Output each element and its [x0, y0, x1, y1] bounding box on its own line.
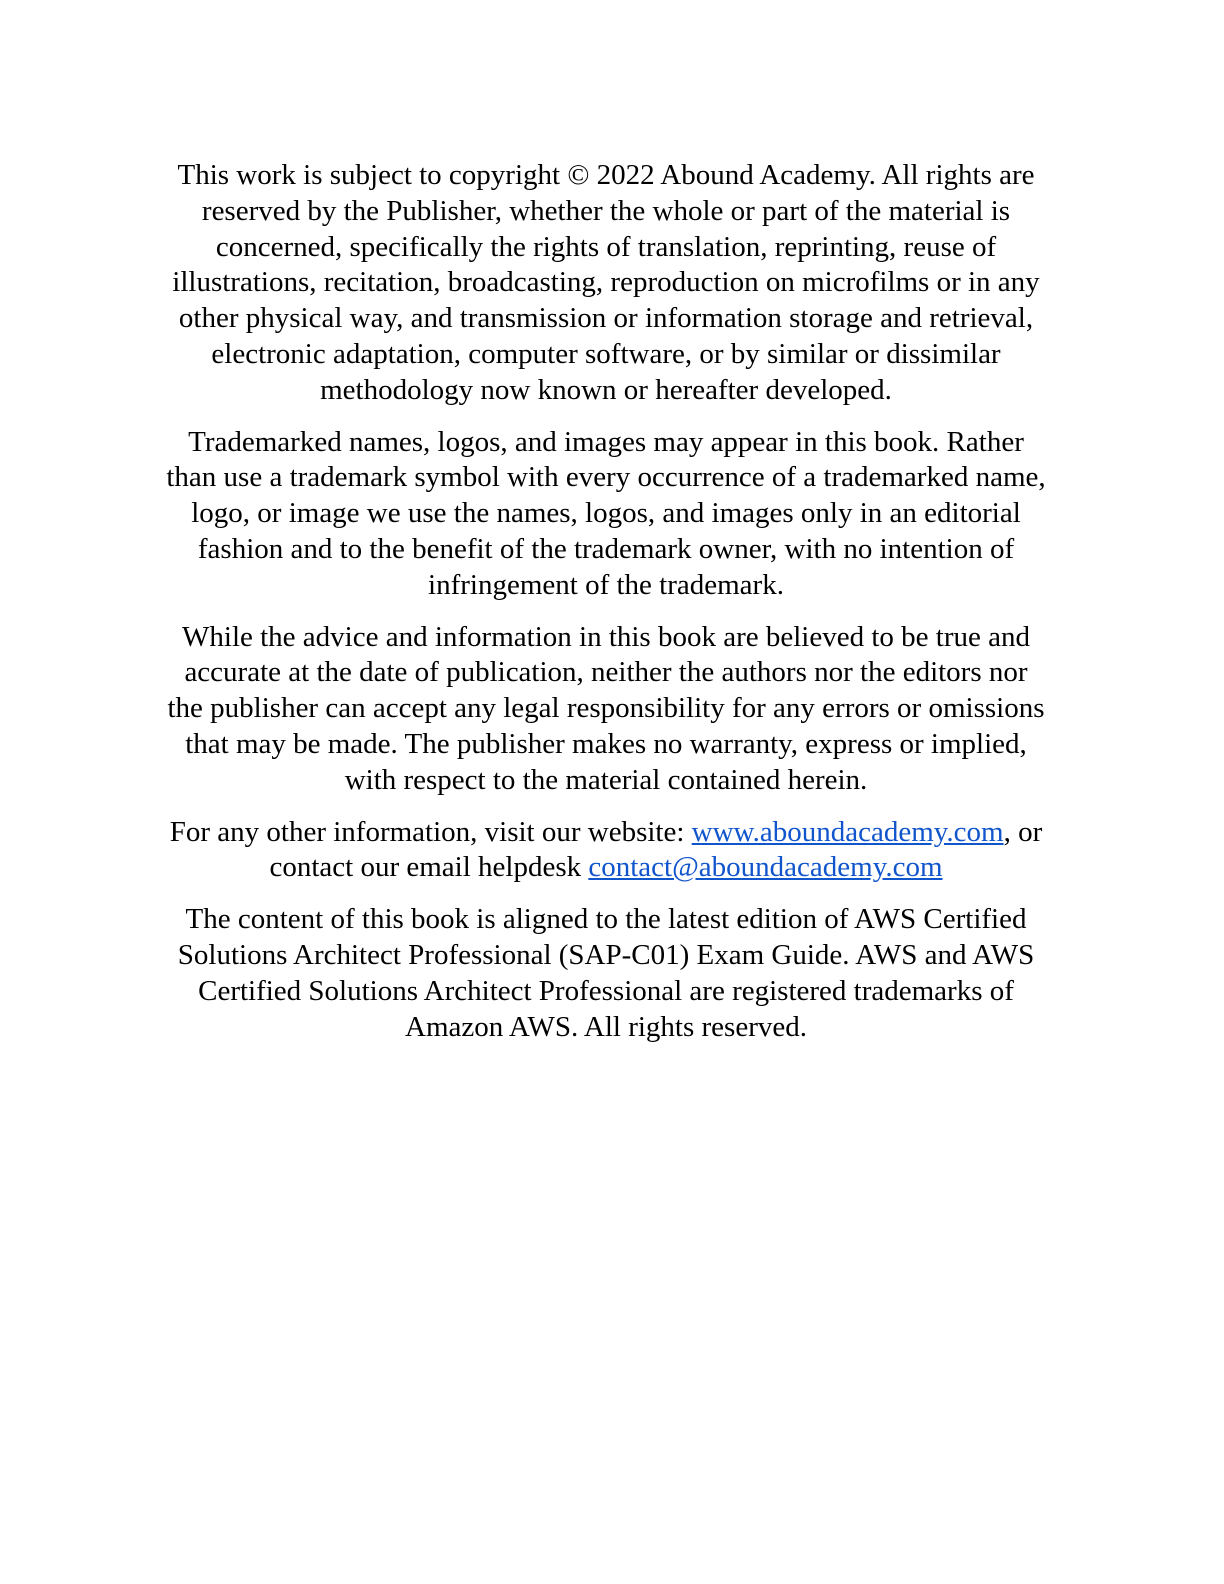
disclaimer-line: accurate at the date of publication, neither the authors nor the editors nor — [184, 656, 1028, 689]
copyright-line: concerned, specifically the rights of translation, reprinting, reuse of — [215, 230, 997, 263]
alignment-line: Amazon AWS. All rights reserved. — [405, 1010, 807, 1043]
copyright-line: reserved by the Publisher, whether the whole or part of the material is — [201, 194, 1011, 227]
contact-line-website — [150, 815, 1062, 851]
trademark-line: infringement of the trademark. — [428, 568, 784, 601]
alignment-line: The content of this book is aligned to the latest edition of AWS Certified — [185, 903, 1027, 936]
trademark-line: than use a trademark symbol with every occurrence of a trademarked name, — [166, 461, 1046, 494]
copyright-line: This work is subject to copyright © 2022 Abound Academy. All rights are — [177, 159, 1035, 191]
copyright-paragraph — [150, 158, 1062, 409]
document-body — [150, 158, 1062, 1061]
trademark-line: logo, or image we use the names, logos, and images only in an editorial — [191, 497, 1021, 530]
alignment-paragraph — [150, 902, 1062, 1045]
email-link[interactable]: contact@aboundacademy.com — [588, 851, 943, 884]
disclaimer-paragraph — [150, 620, 1062, 799]
disclaimer-line: with respect to the material contained herein. — [344, 763, 868, 796]
contact-website-suffix: , or — [1003, 815, 1043, 848]
contact-paragraph — [150, 815, 1062, 887]
copyright-line: illustrations, recitation, broadcasting, reproduction on microfilms or in any — [172, 266, 1040, 299]
copyright-line: other physical way, and transmission or information storage and retrieval, — [178, 302, 1034, 335]
contact-line-email — [150, 850, 1062, 886]
website-link[interactable]: www.aboundacademy.com — [691, 815, 1004, 848]
contact-website-prefix: For any other information, visit our website: — [169, 815, 692, 848]
disclaimer-line: While the advice and information in this book are believed to be true and — [182, 620, 1030, 653]
alignment-line: Certified Solutions Architect Professional are registered trademarks of — [198, 974, 1014, 1007]
contact-email-prefix: contact our email helpdesk — [269, 851, 589, 884]
disclaimer-line: that may be made. The publisher makes no warranty, express or implied, — [185, 727, 1027, 760]
copyright-line: methodology now known or hereafter developed. — [320, 373, 892, 406]
trademark-line: Trademarked names, logos, and images may appear in this book. Rather — [188, 425, 1024, 458]
disclaimer-line: the publisher can accept any legal responsibility for any errors or omissions — [167, 692, 1045, 725]
trademark-line: fashion and to the benefit of the trademark owner, with no intention of — [197, 532, 1015, 565]
copyright-line: electronic adaptation, computer software, or by similar or dissimilar — [211, 337, 1001, 370]
alignment-line: Solutions Architect Professional (SAP-C01) Exam Guide. AWS and AWS — [177, 938, 1035, 971]
trademark-paragraph — [150, 425, 1062, 604]
